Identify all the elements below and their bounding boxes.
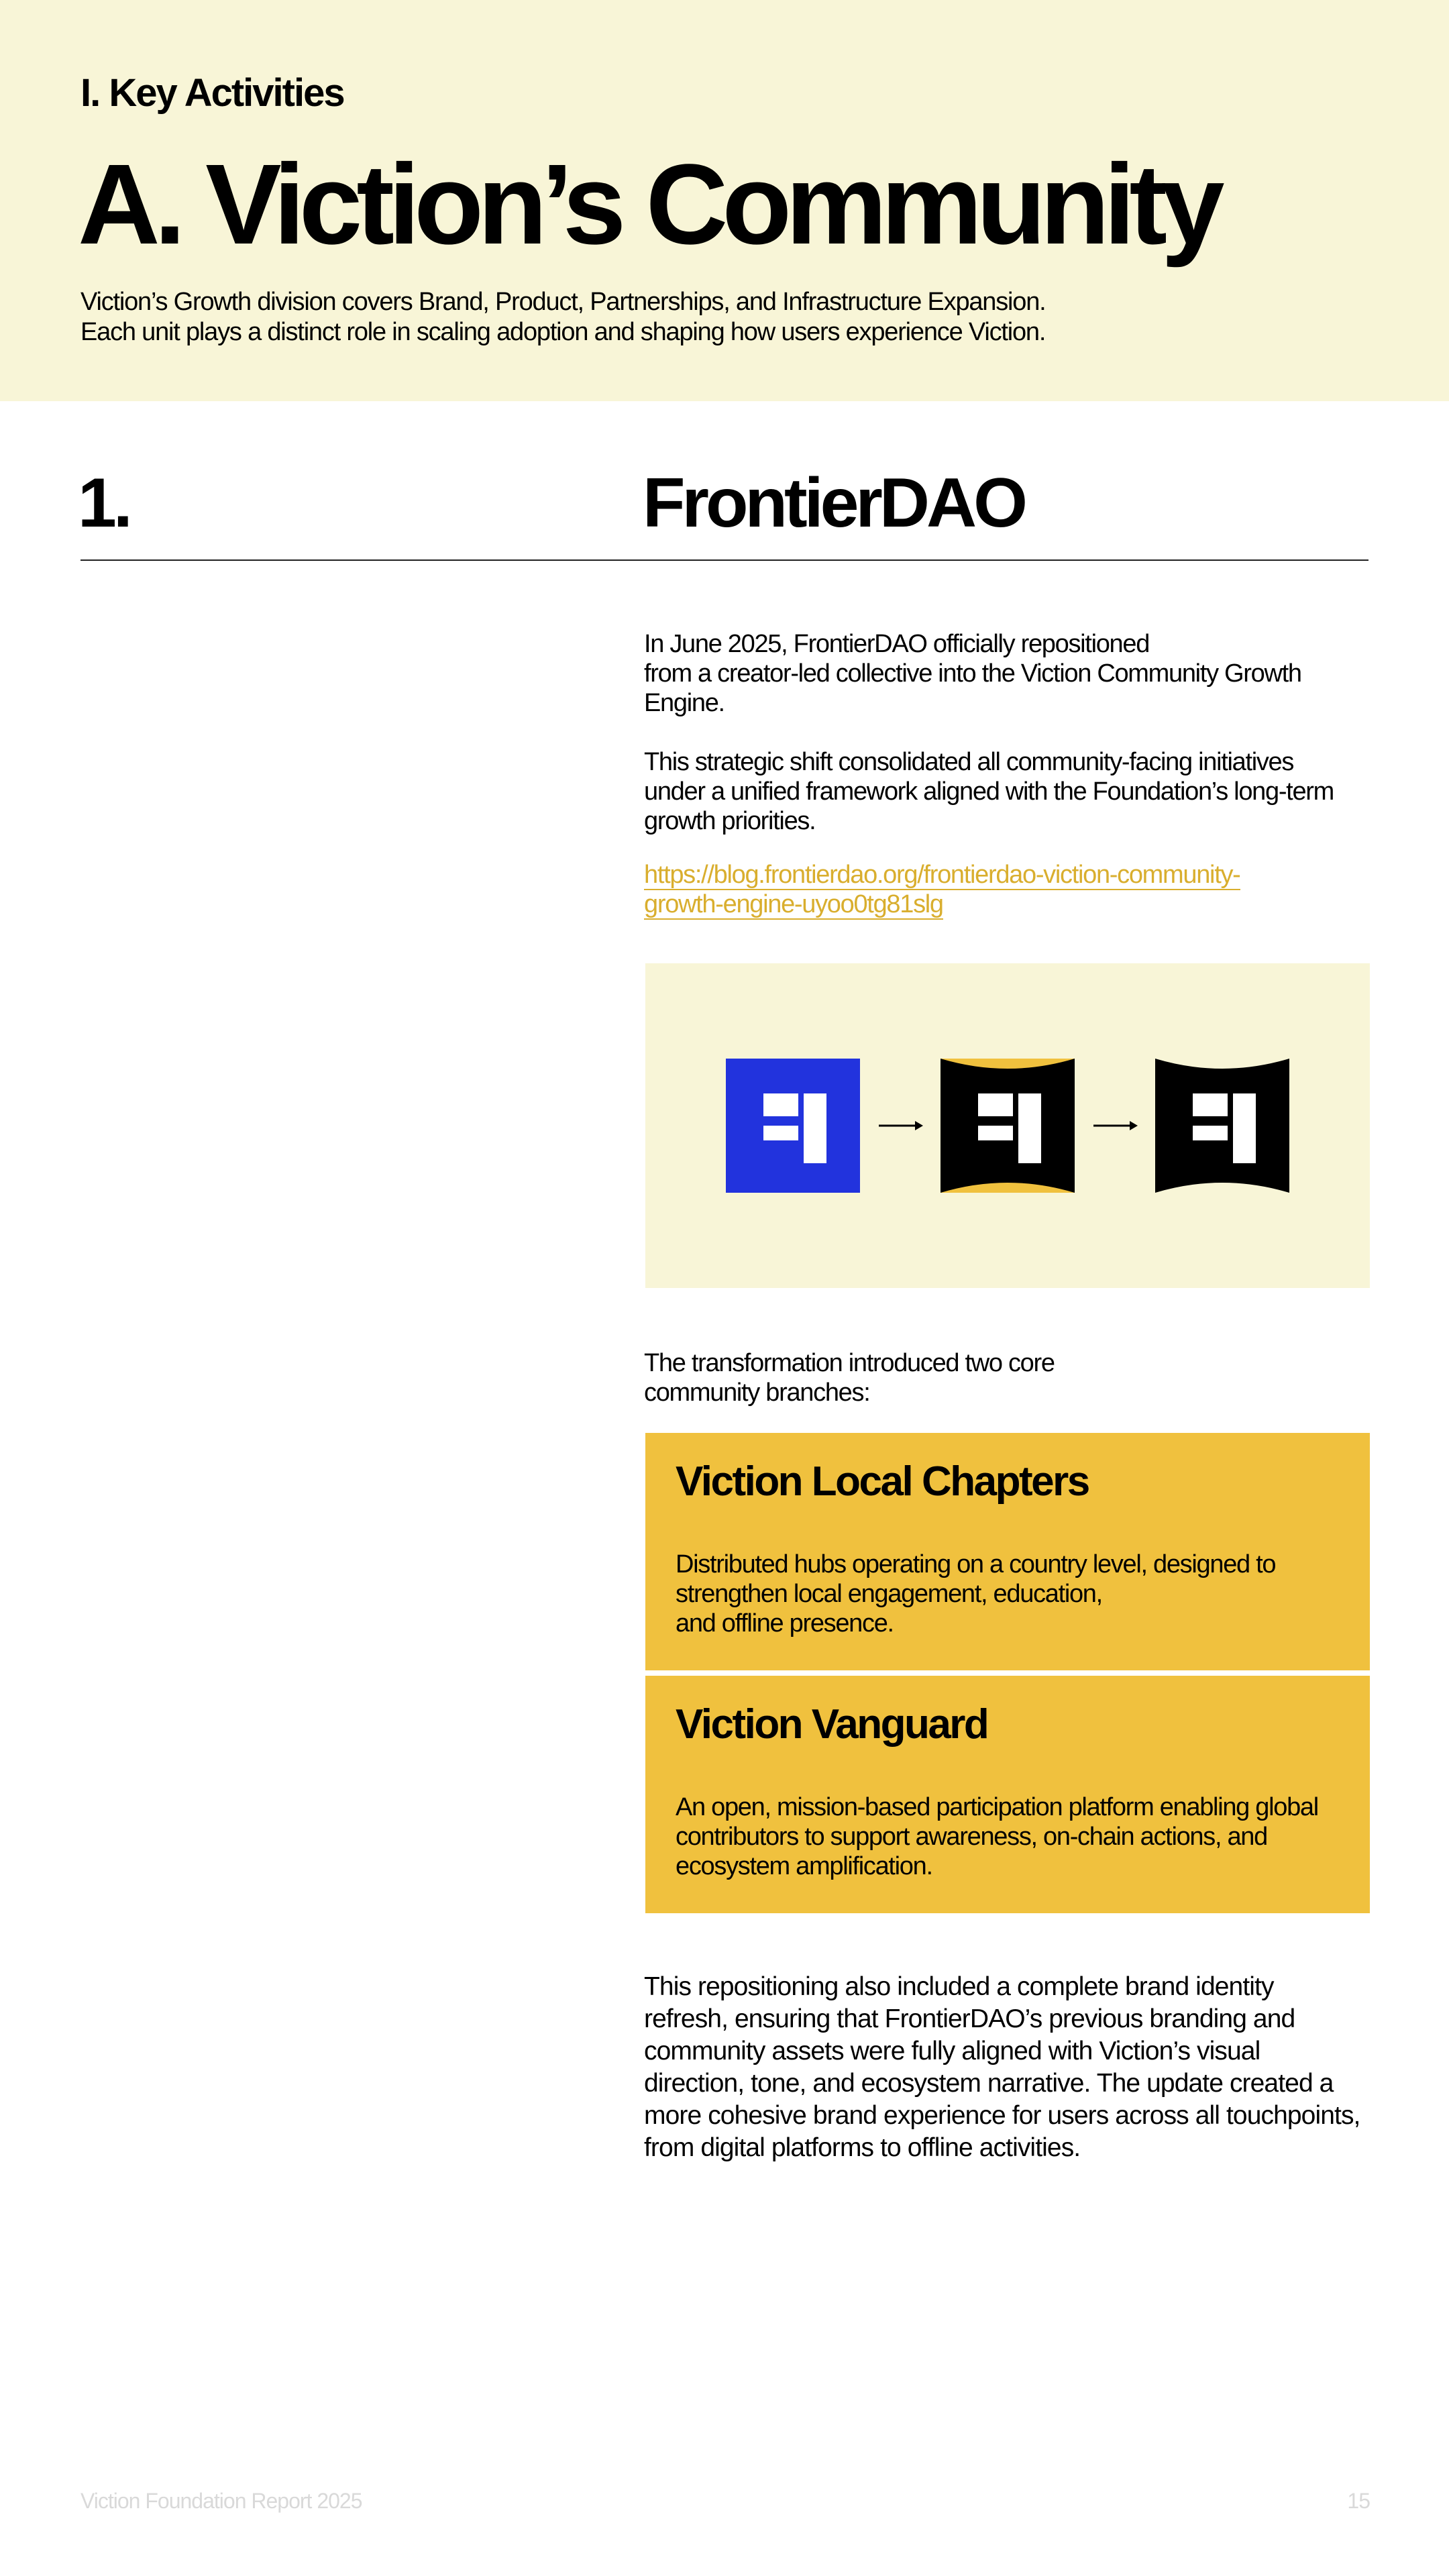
paragraph-line: This strategic shift consolidated all community-facing initiatives bbox=[644, 748, 1294, 776]
paragraph-line: under a unified framework aligned with the Foundation’s long-term bbox=[644, 777, 1334, 806]
logo-evolution-graphic bbox=[645, 963, 1370, 1288]
logo-evolution-figure bbox=[645, 963, 1370, 1288]
paragraph-repositioned bbox=[644, 629, 1370, 718]
intro-line: Viction’s Growth division covers Brand, Product, Partnerships, and Infrastructure Expansion. bbox=[80, 288, 1046, 316]
footer-page-number: 15 bbox=[1347, 2489, 1370, 2513]
branch-card-local-chapters bbox=[645, 1433, 1370, 1670]
paragraph-line: community branches: bbox=[644, 1379, 870, 1407]
card-body-line: and offline presence. bbox=[676, 1609, 894, 1638]
card-body-line: contributors to support awareness, on-chain actions, and bbox=[676, 1823, 1267, 1851]
branch-card-vanguard bbox=[645, 1676, 1370, 1913]
intro-text bbox=[80, 287, 1221, 347]
page-title: A. Viction’s Community bbox=[78, 141, 1219, 268]
paragraph-branches-intro bbox=[644, 1348, 1370, 1407]
paragraph-line: Engine. bbox=[644, 689, 724, 717]
paragraph-brand-refresh bbox=[644, 1971, 1370, 2164]
blog-link[interactable] bbox=[644, 860, 1370, 919]
arrow-right-icon bbox=[879, 1121, 923, 1130]
section-number: 1. bbox=[78, 464, 129, 542]
paragraph-line: This repositioning also included a complete brand identity bbox=[644, 1972, 1274, 2001]
footer-report-title: Viction Foundation Report 2025 bbox=[80, 2489, 362, 2513]
paragraph-line: from a creator-led collective into the Viction Community Growth bbox=[644, 659, 1301, 688]
section-kicker: I. Key Activities bbox=[80, 71, 344, 115]
card-title: Viction Vanguard bbox=[676, 1701, 988, 1748]
frontierdao-transition-logo-icon bbox=[941, 1059, 1075, 1193]
blog-link-line[interactable]: https://blog.frontierdao.org/frontierdao-viction-community- bbox=[644, 861, 1240, 889]
card-body-line: An open, mission-based participation platform enabling global bbox=[676, 1793, 1318, 1821]
intro-line: Each unit plays a distinct role in scaling adoption and shaping how users experience Viction. bbox=[80, 318, 1046, 346]
paragraph-line: community assets were fully aligned with Viction’s visual bbox=[644, 2037, 1260, 2065]
section-divider bbox=[80, 559, 1368, 561]
card-body bbox=[676, 1792, 1353, 1881]
frontierdao-new-logo-icon bbox=[1155, 1059, 1289, 1193]
paragraph-line: In June 2025, FrontierDAO officially repositioned bbox=[644, 630, 1150, 658]
paragraph-line: The transformation introduced two core bbox=[644, 1349, 1055, 1377]
paragraph-line: from digital platforms to offline activities. bbox=[644, 2133, 1081, 2162]
card-body-line: ecosystem amplification. bbox=[676, 1852, 932, 1880]
frontierdao-old-logo-icon bbox=[726, 1059, 860, 1193]
paragraph-line: refresh, ensuring that FrontierDAO’s previous branding and bbox=[644, 2004, 1295, 2033]
card-body bbox=[676, 1550, 1353, 1638]
card-body-line: strengthen local engagement, education, bbox=[676, 1580, 1102, 1608]
paragraph-line: more cohesive brand experience for users across all touchpoints, bbox=[644, 2101, 1360, 2130]
arrow-right-icon bbox=[1093, 1121, 1138, 1130]
header-band bbox=[0, 0, 1449, 401]
card-title: Viction Local Chapters bbox=[676, 1458, 1089, 1505]
paragraph-line: growth priorities. bbox=[644, 807, 816, 835]
paragraph-strategic-shift bbox=[644, 747, 1370, 836]
card-body-line: Distributed hubs operating on a country level, designed to bbox=[676, 1550, 1276, 1578]
section-title: FrontierDAO bbox=[643, 464, 1024, 542]
blog-link-line[interactable]: growth-engine-uyoo0tg81slg bbox=[644, 890, 943, 918]
paragraph-line: direction, tone, and ecosystem narrative. The update created a bbox=[644, 2069, 1334, 2098]
